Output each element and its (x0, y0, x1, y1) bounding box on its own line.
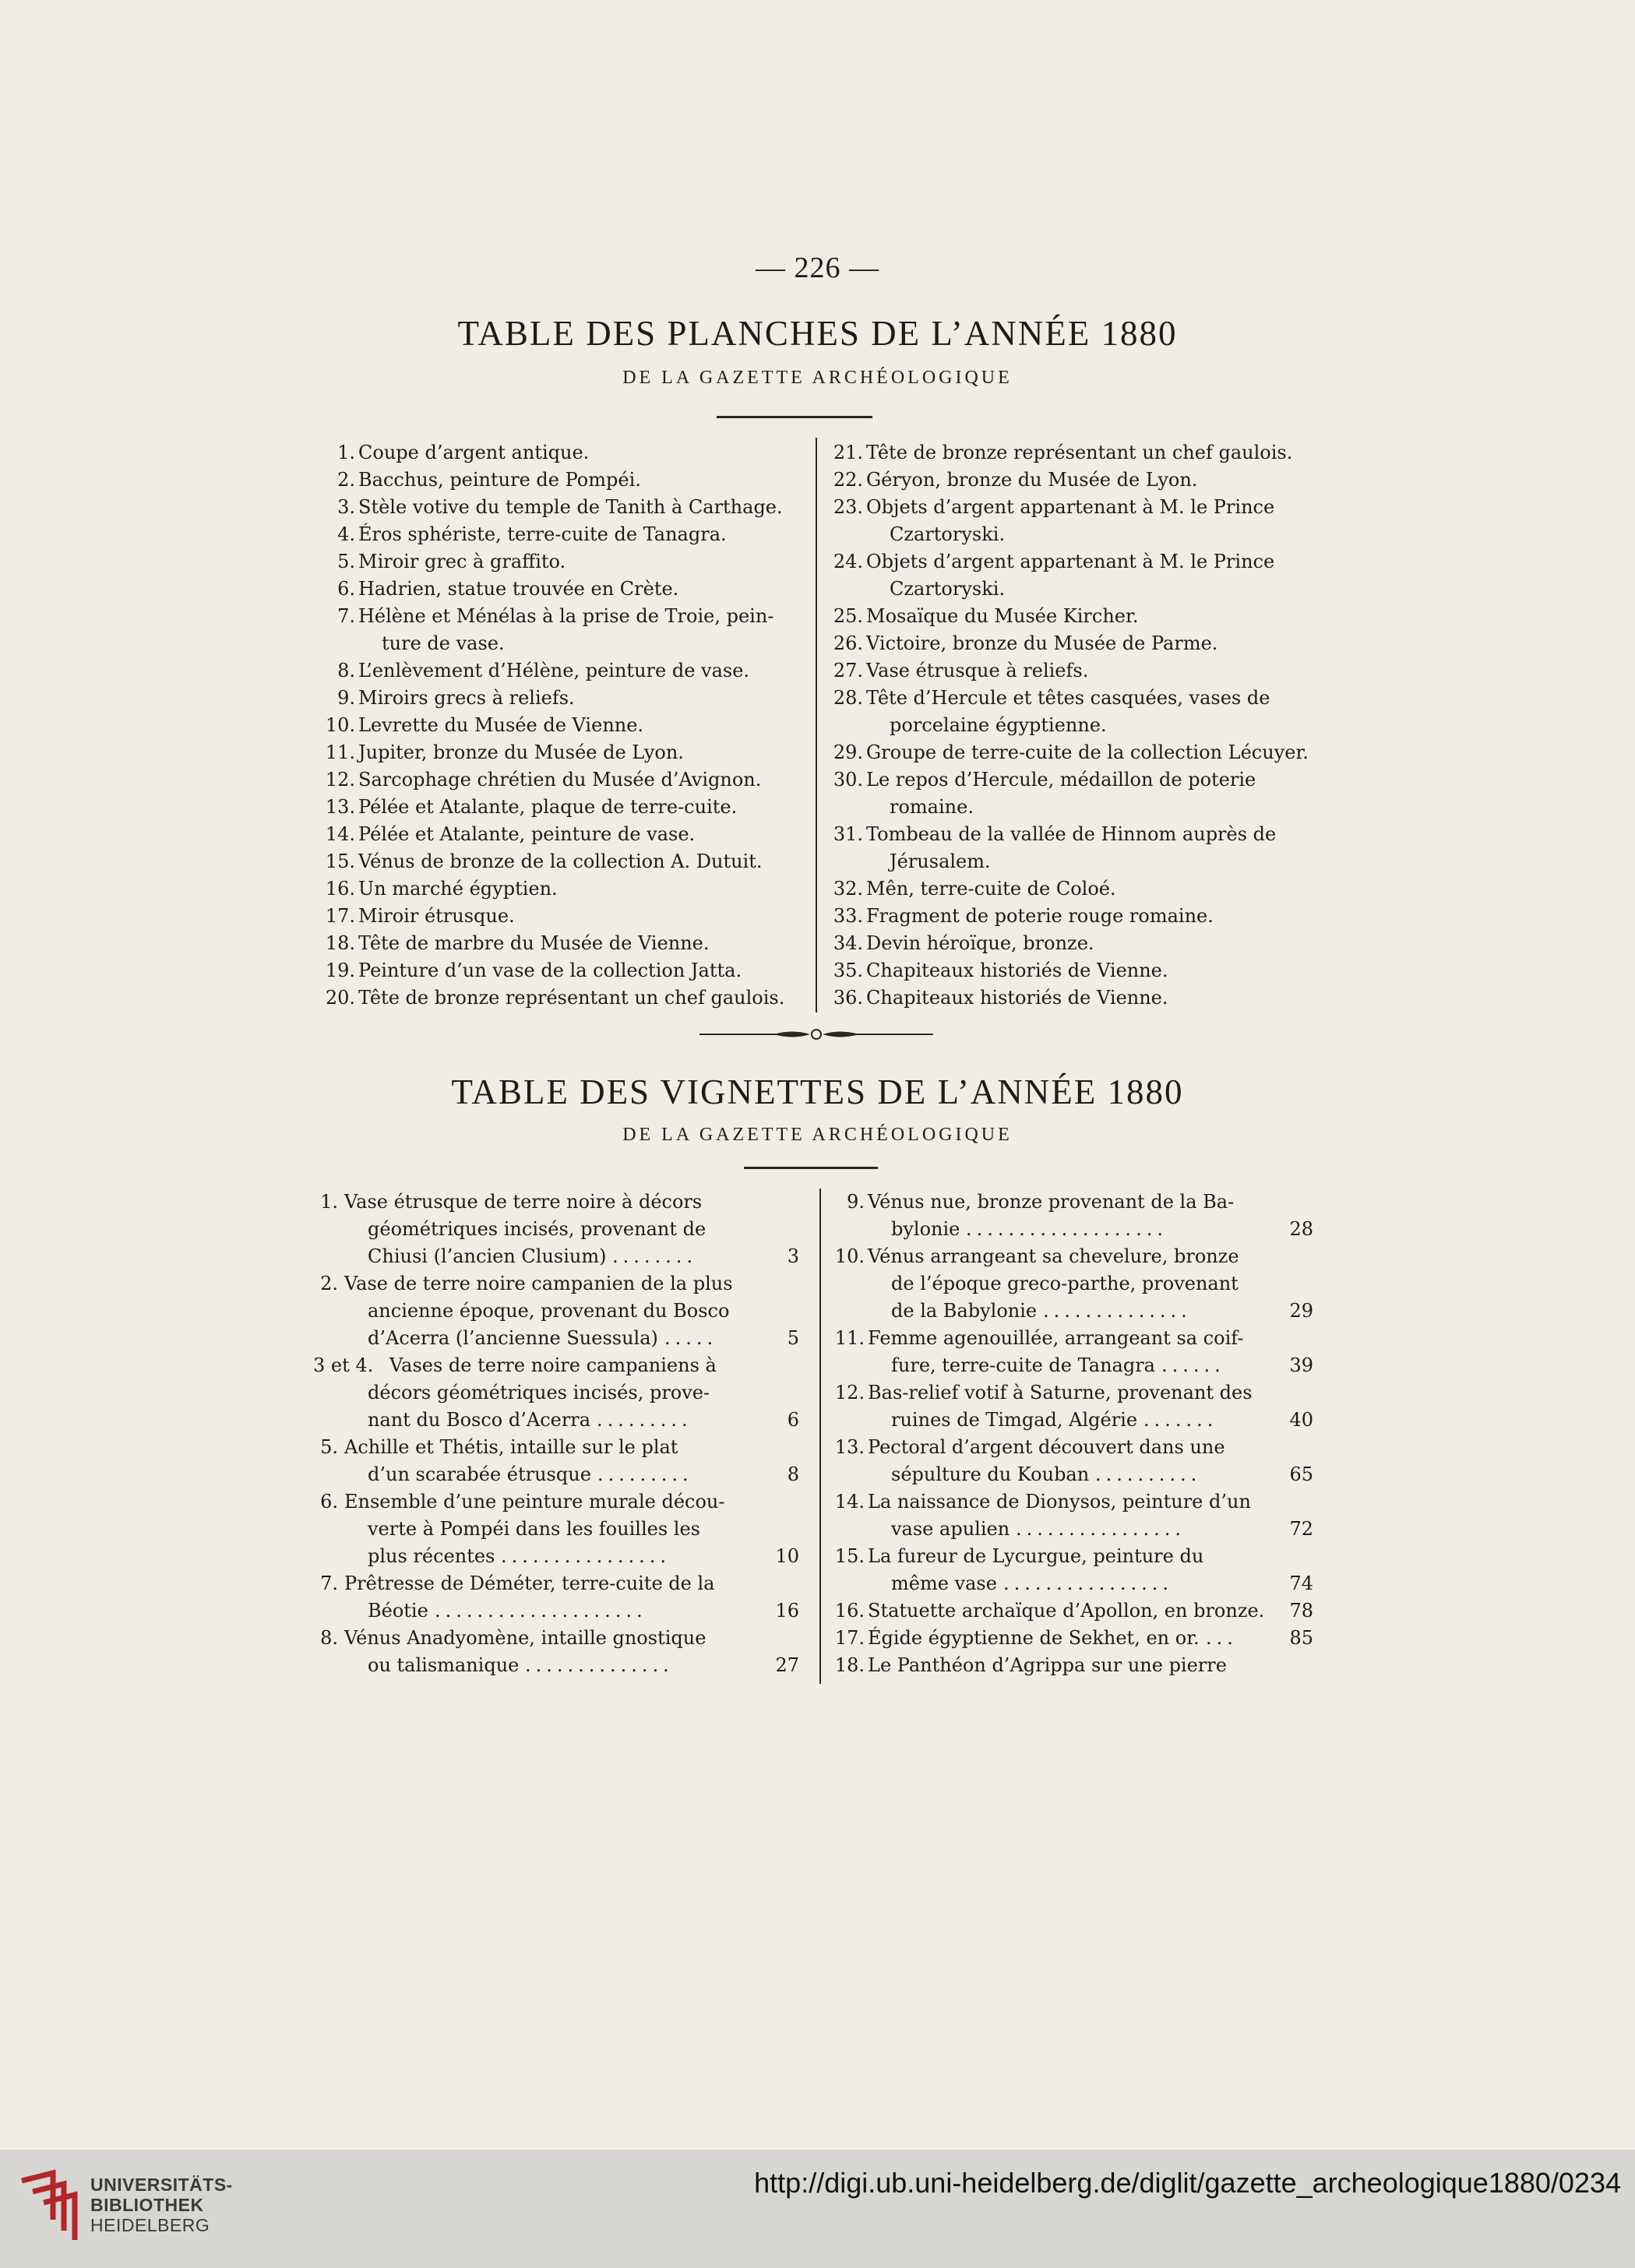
dot-leader: ......... (597, 1463, 693, 1485)
dot-leader: ................ (1016, 1518, 1186, 1540)
plate-title: Tête de bronze représentant un chef gaulois. (358, 987, 785, 1009)
vignettes-title-rule (744, 1167, 878, 1169)
vignette-number: 7. (320, 1572, 338, 1594)
vignette-title-line: Vénus Anadyomène, intaille gnostique (344, 1627, 707, 1649)
dot-leader: ................ (1003, 1572, 1174, 1594)
vignette-number: 5. (320, 1436, 338, 1458)
vignette-number: 11. (834, 1327, 865, 1349)
library-logo-icon[interactable] (14, 2165, 86, 2243)
vignette-number: 2. (320, 1273, 338, 1294)
plate-title-continuation: ture de vase. (382, 632, 505, 654)
plate-number: 35. (833, 960, 863, 981)
plate-number: 6. (337, 578, 355, 600)
plate-title: Vase étrusque à reliefs. (866, 660, 1089, 681)
plate-title: Mosaïque du Musée Kircher. (866, 605, 1139, 627)
vignette-page-number: 39 (1289, 1354, 1313, 1376)
plate-title: Miroir grec à graffito. (358, 551, 566, 572)
vignette-title-line: Vases de terre noire campaniens à (389, 1354, 717, 1376)
vignette-page-number: 78 (1289, 1600, 1313, 1622)
plate-number: 20. (325, 987, 355, 1009)
plates-column-divider (816, 438, 817, 1012)
plate-title: Un marché égyptien. (358, 878, 558, 900)
plate-title-continuation: porcelaine égyptienne. (890, 714, 1107, 736)
plate-title: Mên, terre-cuite de Coloé. (866, 878, 1116, 900)
plate-number: 18. (325, 932, 355, 954)
vignette-title-line: d’Acerra (l’ancienne Suessula) (368, 1327, 658, 1349)
vignette-title-line: même vase (891, 1572, 997, 1594)
vignette-title-line: verte à Pompéi dans les fouilles les (368, 1518, 700, 1540)
plate-number: 1. (337, 442, 355, 463)
vignette-title-line: Statuette archaïque d’Apollon, en bronze. (868, 1600, 1265, 1622)
plate-number: 21. (833, 442, 863, 463)
plate-title: Objets d’argent appartenant à M. le Prince (866, 496, 1275, 518)
plate-title: Miroirs grecs à reliefs. (358, 687, 575, 709)
vignette-number: 17. (834, 1627, 865, 1649)
plate-number: 30. (833, 769, 863, 791)
vignettes-subtitle: DE LA GAZETTE ARCHÉOLOGIQUE (622, 1125, 1013, 1145)
vignette-title-line: Vase étrusque de terre noire à décors (344, 1191, 703, 1213)
vignette-number: 12. (834, 1382, 865, 1403)
plate-title-continuation: Czartoryski. (890, 523, 1006, 545)
vignette-title-line: Vase de terre noire campanien de la plus (344, 1273, 733, 1294)
source-url[interactable]: http://digi.ub.uni-heidelberg.de/diglit/gazette_archeologique1880/0234 (754, 2167, 1621, 2199)
plate-title: Sarcophage chrétien du Musée d’Avignon. (358, 769, 762, 791)
vignette-title-line: plus récentes (368, 1545, 495, 1567)
vignette-title-line: décors géométriques incisés, prove- (368, 1382, 710, 1403)
vignette-number: 14. (834, 1491, 865, 1513)
vignette-page-number: 5 (787, 1327, 799, 1349)
vignette-title-line: nant du Bosco d’Acerra (368, 1409, 591, 1431)
vignettes-title: TABLE DES VIGNETTES DE L’ANNÉE 1880 (451, 1072, 1184, 1111)
vignette-number: 3 et 4. (313, 1354, 374, 1376)
plate-title: Stèle votive du temple de Tanith à Carthage. (358, 496, 783, 518)
vignette-number: 8. (320, 1627, 338, 1649)
plates-subtitle: DE LA GAZETTE ARCHÉOLOGIQUE (622, 368, 1013, 388)
plate-number: 26. (833, 632, 863, 654)
plate-number: 23. (833, 496, 863, 518)
vignette-title-line: fure, terre-cuite de Tanagra (891, 1354, 1155, 1376)
plate-number: 33. (833, 905, 863, 927)
vignette-number: 9. (847, 1191, 865, 1213)
plate-title: Chapiteaux historiés de Vienne. (866, 960, 1168, 981)
plates-title-rule (717, 416, 872, 418)
vignette-title-line: Béotie (368, 1600, 428, 1622)
vignette-title-line: La fureur de Lycurgue, peinture du (868, 1545, 1204, 1567)
vignette-title-line: ou talismanique (368, 1654, 520, 1676)
vignette-title-line: bylonie (891, 1218, 960, 1240)
plate-title: Coupe d’argent antique. (358, 442, 590, 463)
plates-title: TABLE DES PLANCHES DE L’ANNÉE 1880 (457, 314, 1178, 353)
plate-number: 29. (833, 741, 863, 763)
vignette-page-number: 3 (787, 1245, 799, 1267)
plate-title: Devin héroïque, bronze. (866, 932, 1094, 954)
vignette-title-line: Bas-relief votif à Saturne, provenant des (868, 1382, 1253, 1403)
vignette-title-line: Ensemble d’une peinture murale décou- (344, 1491, 725, 1513)
vignette-page-number: 16 (775, 1600, 799, 1622)
plate-number: 3. (337, 496, 355, 518)
dot-leader: .............. (525, 1654, 674, 1676)
plate-number: 28. (833, 687, 863, 709)
vignette-page-number: 74 (1289, 1572, 1313, 1594)
vignette-number: 1. (320, 1191, 338, 1213)
plate-title: Tête de marbre du Musée de Vienne. (358, 932, 710, 954)
plate-number: 22. (833, 469, 863, 491)
plate-title: Groupe de terre-cuite de la collection Lécuyer. (866, 741, 1309, 763)
plate-number: 5. (337, 551, 355, 572)
vignette-page-number: 40 (1289, 1409, 1313, 1431)
logo-line-2: BIBLIOTHEK (90, 2195, 204, 2215)
plate-title: Objets d’argent appartenant à M. le Prince (866, 551, 1275, 572)
plate-number: 12. (325, 769, 355, 791)
plate-title: Hadrien, statue trouvée en Crète. (358, 578, 679, 600)
vignette-number: 6. (320, 1491, 338, 1513)
vignette-title-line: de la Babylonie (891, 1300, 1038, 1322)
vignette-page-number: 65 (1289, 1463, 1313, 1485)
plate-number: 32. (833, 878, 863, 900)
vignette-title-line: ancienne époque, provenant du Bosco (368, 1300, 730, 1322)
dot-leader: ......... (597, 1409, 692, 1431)
vignette-number: 15. (834, 1545, 865, 1567)
vignette-title-line: Égide égyptienne de Sekhet, en or. (868, 1627, 1200, 1649)
plate-number: 2. (337, 469, 355, 491)
dot-leader: ..... (664, 1327, 718, 1349)
dot-leader: .......... (1095, 1463, 1202, 1485)
dot-leader: .................... (435, 1600, 647, 1622)
vignette-title-line: vase apulien (891, 1518, 1010, 1540)
dot-leader: ................... (966, 1218, 1168, 1240)
plate-number: 14. (325, 823, 355, 845)
plate-title: Éros sphériste, terre-cuite de Tanagra. (358, 523, 727, 545)
plate-title: Fragment de poterie rouge romaine. (866, 905, 1214, 927)
plate-number: 24. (833, 551, 863, 572)
vignette-title-line: Vénus arrangeant sa chevelure, bronze (868, 1245, 1239, 1267)
vignette-number: 18. (834, 1654, 865, 1676)
vignette-title-line: géométriques incisés, provenant de (368, 1218, 707, 1240)
vignette-page-number: 29 (1289, 1300, 1313, 1322)
plate-title: Chapiteaux historiés de Vienne. (866, 987, 1168, 1009)
vignette-number: 16. (834, 1600, 865, 1622)
plate-title: Jupiter, bronze du Musée de Lyon. (358, 741, 684, 763)
vignette-number: 13. (834, 1436, 865, 1458)
vignette-title-line: d’un scarabée étrusque (368, 1463, 591, 1485)
plate-title: Victoire, bronze du Musée de Parme. (866, 632, 1218, 654)
plate-number: 25. (833, 605, 863, 627)
plate-title: Le repos d’Hercule, médaillon de poterie (866, 769, 1256, 791)
plate-title: Géryon, bronze du Musée de Lyon. (866, 469, 1198, 491)
plate-number: 7. (337, 605, 355, 627)
plate-number: 8. (337, 660, 355, 681)
vignette-page-number: 72 (1289, 1518, 1313, 1540)
plate-number: 4. (337, 523, 355, 545)
plate-number: 27. (833, 660, 863, 681)
vignette-page-number: 6 (787, 1409, 799, 1431)
plate-title-continuation: romaine. (890, 796, 974, 818)
vignette-title-line: ruines de Timgad, Algérie (891, 1409, 1138, 1431)
vignette-title-line: sépulture du Kouban (891, 1463, 1090, 1485)
plate-title-continuation: Czartoryski. (890, 578, 1006, 600)
plate-number: 16. (325, 878, 355, 900)
plate-title-continuation: Jérusalem. (890, 850, 991, 872)
plate-number: 17. (325, 905, 355, 927)
plate-number: 19. (325, 960, 355, 981)
vignette-page-number: 27 (775, 1654, 799, 1676)
dot-leader: ....... (1143, 1409, 1218, 1431)
plate-title: Miroir étrusque. (358, 905, 515, 927)
logo-line-1: UNIVERSITÄTS- (90, 2175, 233, 2195)
plate-number: 13. (325, 796, 355, 818)
vignette-title-line: de l’époque greco-parthe, provenant (891, 1273, 1239, 1294)
plate-number: 11. (325, 741, 355, 763)
plate-title: Tête de bronze représentant un chef gaulois. (866, 442, 1293, 463)
plate-number: 36. (833, 987, 863, 1009)
plate-title: Tête d’Hercule et têtes casquées, vases de (866, 687, 1270, 709)
dot-leader: .............. (1043, 1300, 1192, 1322)
dot-leader: ...... (1161, 1354, 1225, 1376)
plate-number: 10. (325, 714, 355, 736)
plate-title: Pélée et Atalante, peinture de vase. (358, 823, 696, 845)
dot-leader: ................ (501, 1545, 671, 1567)
page-number: — 226 — (756, 252, 879, 284)
ornament-divider (699, 1024, 933, 1044)
vignette-page-number: 28 (1289, 1218, 1313, 1240)
vignette-number: 10. (834, 1245, 865, 1267)
dot-leader: ........ (612, 1245, 698, 1267)
vignette-title-line: Le Panthéon d’Agrippa sur une pierre (868, 1654, 1227, 1676)
vignette-page-number: 8 (787, 1463, 799, 1485)
plate-title: Peinture d’un vase de la collection Jatta. (358, 960, 742, 981)
vignette-page-number: 10 (775, 1545, 799, 1567)
plate-number: 9. (337, 687, 355, 709)
plate-title: Vénus de bronze de la collection A. Dutuit. (358, 850, 763, 872)
plate-title: Levrette du Musée de Vienne. (358, 714, 644, 736)
plate-number: 31. (833, 823, 863, 845)
vignette-title-line: La naissance de Dionysos, peinture d’un (868, 1491, 1251, 1513)
plate-number: 34. (833, 932, 863, 954)
dot-leader: ... (1206, 1627, 1238, 1649)
plate-number: 15. (325, 850, 355, 872)
vignette-title-line: Femme agenouillée, arrangeant sa coif- (868, 1327, 1244, 1349)
vignette-page-number: 85 (1289, 1627, 1313, 1649)
vignette-title-line: Achille et Thétis, intaille sur le plat (344, 1436, 678, 1458)
plate-title: Bacchus, peinture de Pompéi. (358, 469, 641, 491)
plate-title: Pélée et Atalante, plaque de terre-cuite. (358, 796, 738, 818)
vignette-title-line: Vénus nue, bronze provenant de la Ba- (868, 1191, 1235, 1213)
plate-title: L’enlèvement d’Hélène, peinture de vase. (358, 660, 750, 681)
vignette-title-line: Pectoral d’argent découvert dans une (868, 1436, 1225, 1458)
vignettes-column-divider (819, 1189, 821, 1684)
plate-title: Tombeau de la vallée de Hinnom auprès de (866, 823, 1277, 845)
plate-title: Hélène et Ménélas à la prise de Troie, pein- (358, 605, 774, 627)
vignette-title-line: Chiusi (l’ancien Clusium) (368, 1245, 607, 1267)
vignette-title-line: Prêtresse de Déméter, terre-cuite de la (344, 1572, 715, 1594)
logo-line-3: HEIDELBERG (90, 2215, 210, 2235)
